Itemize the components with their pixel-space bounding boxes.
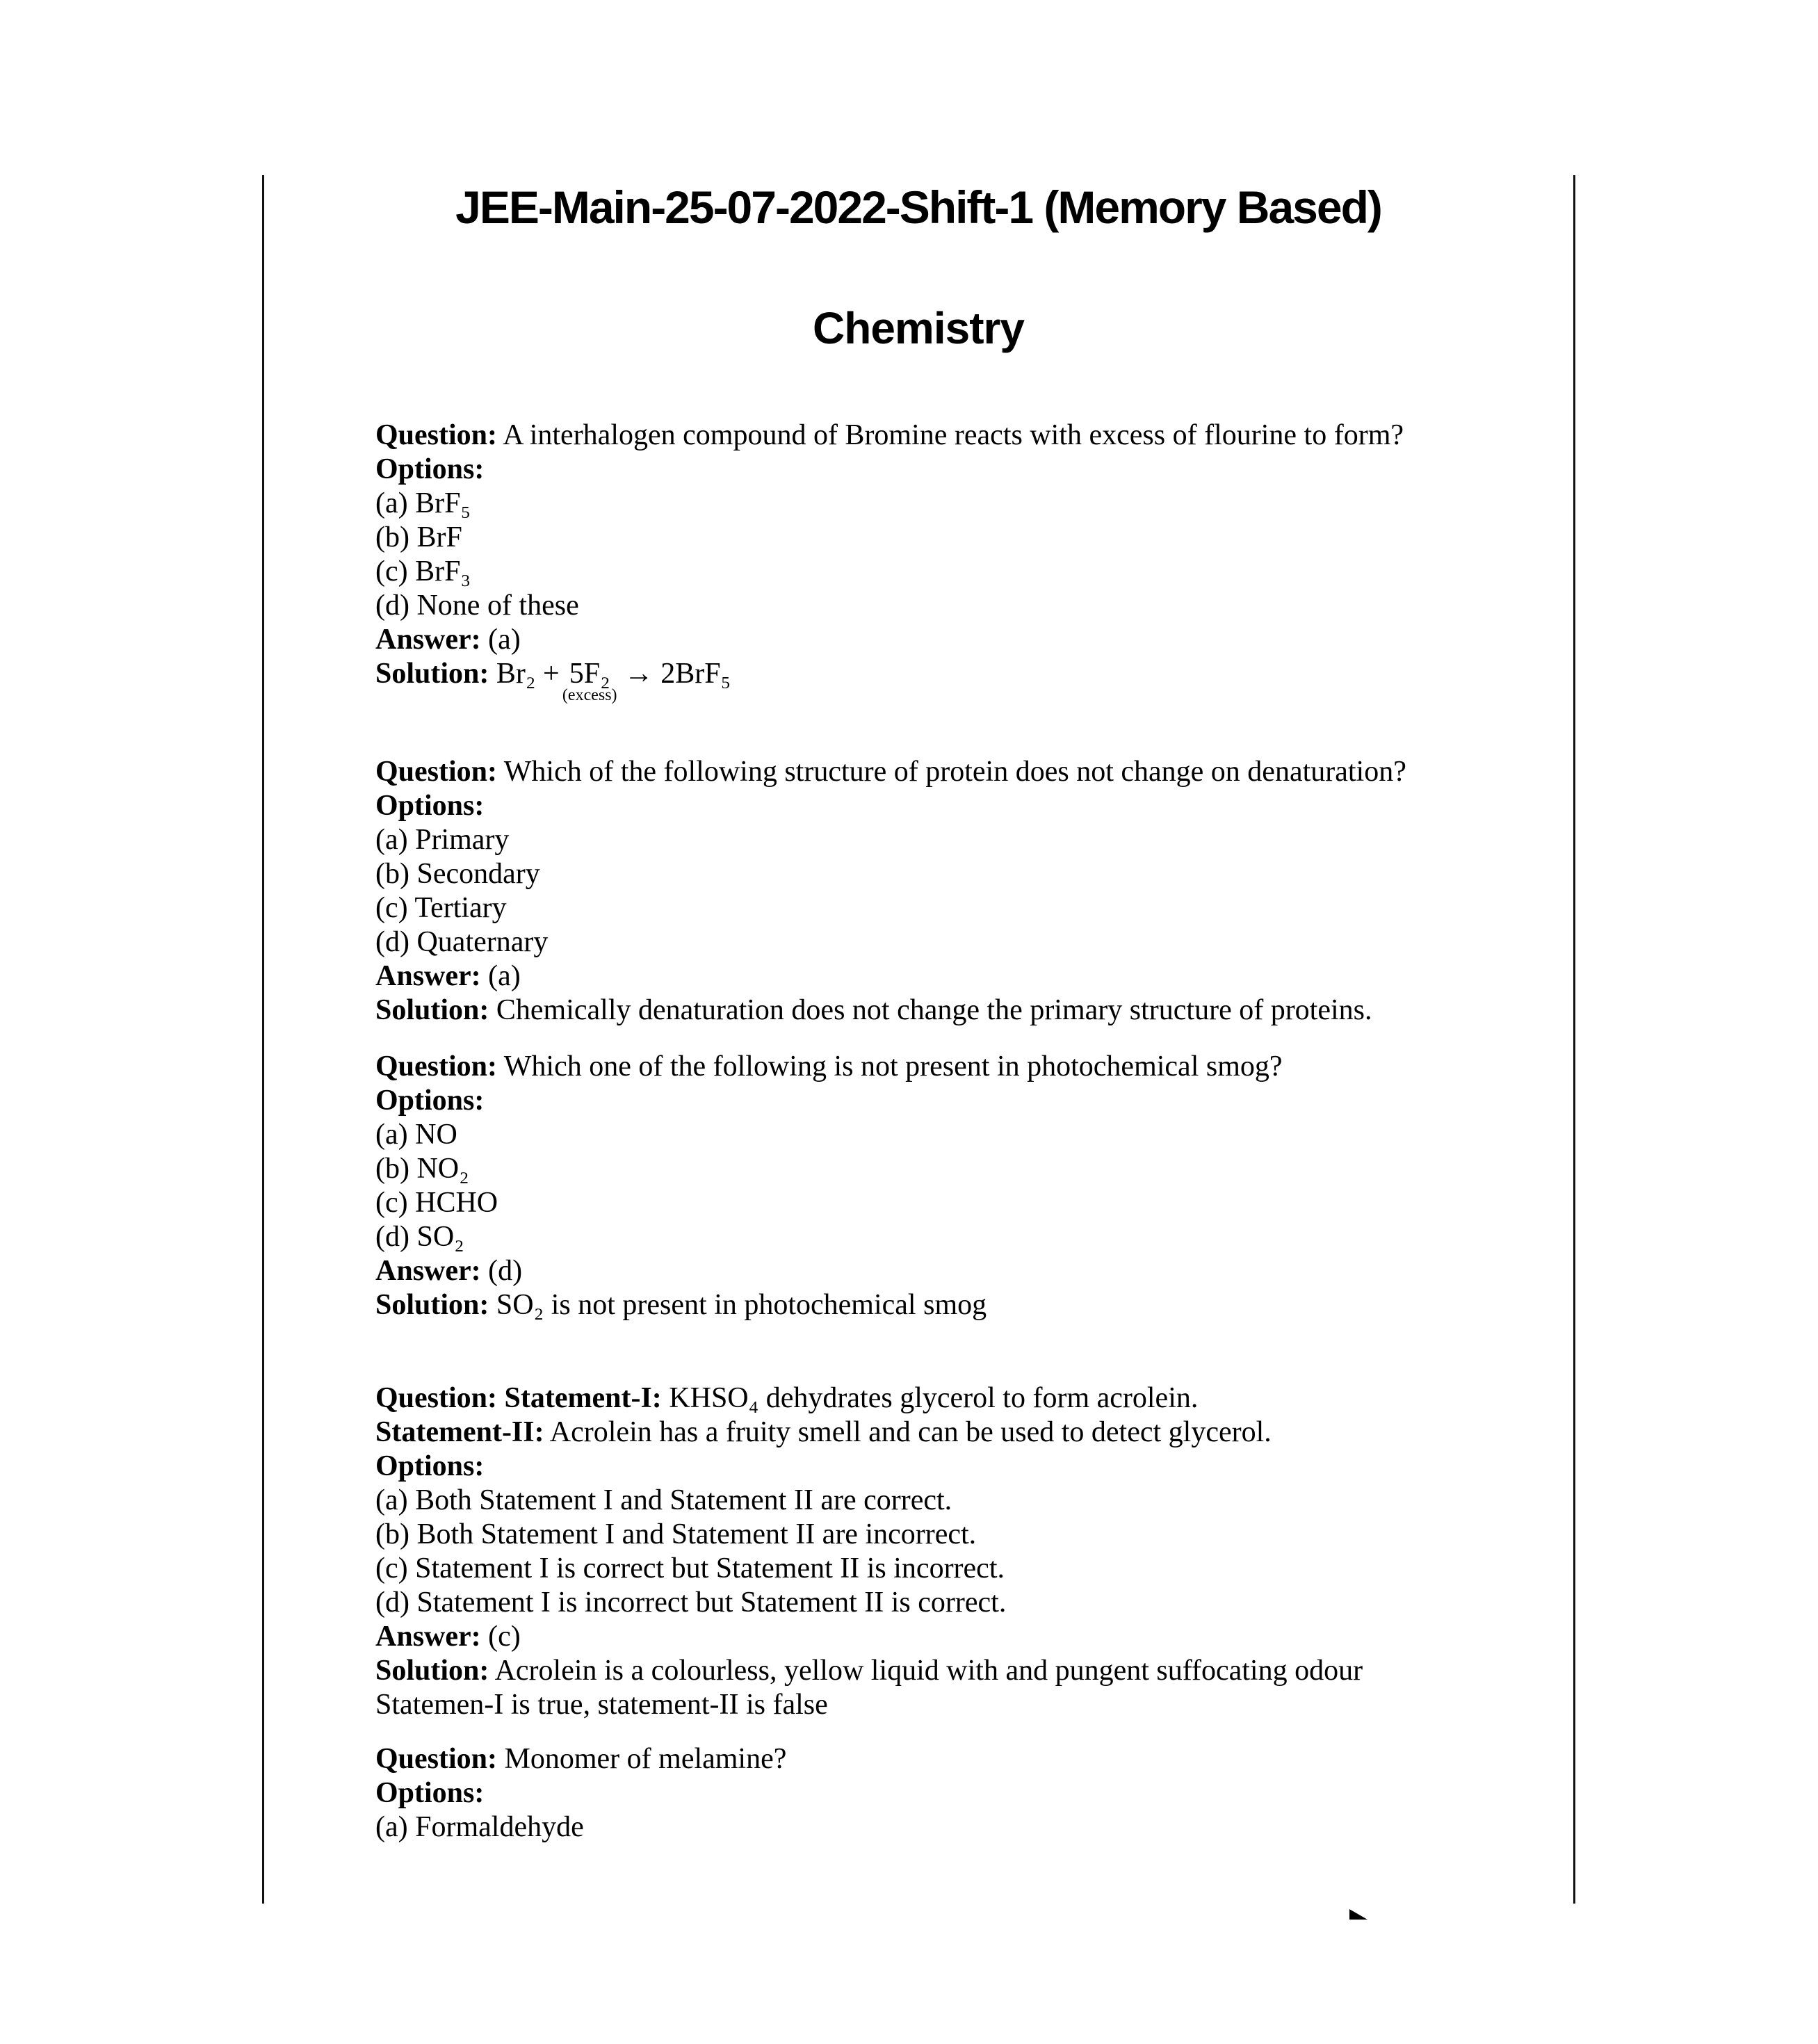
option-d: (d) SO₂: [375, 1221, 464, 1253]
mouse-pointer-icon: [1349, 1909, 1367, 1920]
solution-text: Acrolein is a colourless, yellow liquid with and pungent suffocating odour: [494, 1655, 1363, 1687]
equation-post: → 2BrF₅: [624, 658, 731, 690]
question-line: [375, 1050, 1574, 1084]
page-title: JEE-Main-25-07-2022-Shift-1 (Memory Based): [455, 181, 1381, 233]
statement1-text: KHSO₄ dehydrates glycerol to form acrolein.: [669, 1382, 1199, 1414]
answer-label: Answer:: [375, 1255, 481, 1287]
answer-text: (c): [488, 1621, 521, 1653]
statement2-label: Statement-II:: [375, 1416, 544, 1448]
question-block-4: [375, 1381, 1574, 1722]
question-label: Question:: [375, 756, 498, 788]
option-a: (a) NO: [375, 1119, 457, 1151]
solution-line: [375, 993, 1574, 1028]
option-b: (b) NO₂: [375, 1153, 469, 1185]
question-line: [375, 419, 1574, 453]
answer-line: [375, 959, 1574, 993]
answer-text: (a): [488, 960, 521, 992]
solution-line: [375, 1654, 1574, 1688]
question-block-1: [375, 419, 1574, 704]
statement2-line: [375, 1416, 1574, 1450]
answer-label: Answer:: [375, 960, 481, 992]
options-label: Options:: [375, 1085, 485, 1117]
option-b: (b) BrF: [375, 521, 462, 553]
subject-title: Chemistry: [813, 303, 1024, 353]
question-label: Question:: [375, 1051, 498, 1082]
option-a: (a) Both Statement I and Statement II are correct.: [375, 1484, 952, 1516]
question-block-3: [375, 1050, 1574, 1322]
solution-label: Solution:: [375, 658, 489, 690]
option-b: (b) Secondary: [375, 858, 540, 890]
answer-line: [375, 1620, 1574, 1654]
options-label: Options:: [375, 1777, 485, 1809]
page-border-left: [262, 175, 264, 1904]
solution-line: [375, 657, 1574, 704]
option-a: (a) BrF₅: [375, 487, 471, 519]
option-d: (d) Statement I is incorrect but Statement II is correct.: [375, 1587, 1007, 1619]
answer-label: Answer:: [375, 624, 481, 656]
solution-line-2: Statemen-I is true, statement-II is false: [375, 1689, 828, 1721]
solution-line: [375, 1288, 1574, 1322]
option-d: (d) Quaternary: [375, 926, 549, 958]
options-label: Options:: [375, 453, 485, 485]
option-c: (c) Statement I is correct but Statement II is incorrect.: [375, 1552, 1005, 1584]
solution-label: Solution:: [375, 1289, 489, 1321]
question-block-2: [375, 755, 1574, 1028]
equation-note: (excess): [562, 686, 617, 704]
answer-text: (a): [488, 624, 521, 656]
options-label: Options:: [375, 1450, 485, 1482]
option-a: (a) Primary: [375, 824, 510, 856]
solution-label: Solution:: [375, 994, 489, 1026]
question-text: A interhalogen compound of Bromine reacts with excess of flourine to form?: [503, 419, 1404, 451]
options-label: Options:: [375, 790, 485, 822]
question-block-5: [375, 1742, 1574, 1844]
equation-pre: Br₂ +: [496, 658, 560, 690]
answer-text: (d): [488, 1255, 523, 1287]
option-c: (c) HCHO: [375, 1187, 498, 1219]
statement1-label: Statement-I:: [504, 1382, 662, 1414]
solution-label: Solution:: [375, 1655, 489, 1687]
question-line: [375, 755, 1574, 789]
answer-line: [375, 623, 1574, 657]
option-c: (c) BrF₃: [375, 555, 471, 587]
solution-text: SO₂ is not present in photochemical smog: [496, 1289, 987, 1321]
option-d: (d) None of these: [375, 590, 579, 622]
option-b: (b) Both Statement I and Statement II are incorrect.: [375, 1518, 977, 1550]
option-a: (a) Formaldehyde: [375, 1811, 584, 1843]
question-line: [375, 1381, 1574, 1416]
equation-mid: 5F₂: [569, 658, 610, 690]
question-label: Question:: [375, 1382, 498, 1414]
question-line: [375, 1742, 1574, 1776]
question-text: Monomer of melamine?: [504, 1743, 787, 1775]
statement2-text: Acrolein has a fruity smell and can be used to detect glycerol.: [549, 1416, 1272, 1448]
answer-label: Answer:: [375, 1621, 481, 1653]
question-text: Which of the following structure of protein does not change on denaturation?: [503, 756, 1406, 788]
question-label: Question:: [375, 1743, 498, 1775]
option-c: (c) Tertiary: [375, 892, 507, 924]
equation-excess-term: [562, 657, 617, 704]
question-label: Question:: [375, 419, 498, 451]
question-text: Which one of the following is not present in photochemical smog?: [503, 1051, 1283, 1082]
solution-text: Chemically denaturation does not change the primary structure of proteins.: [496, 994, 1372, 1026]
answer-line: [375, 1254, 1574, 1288]
